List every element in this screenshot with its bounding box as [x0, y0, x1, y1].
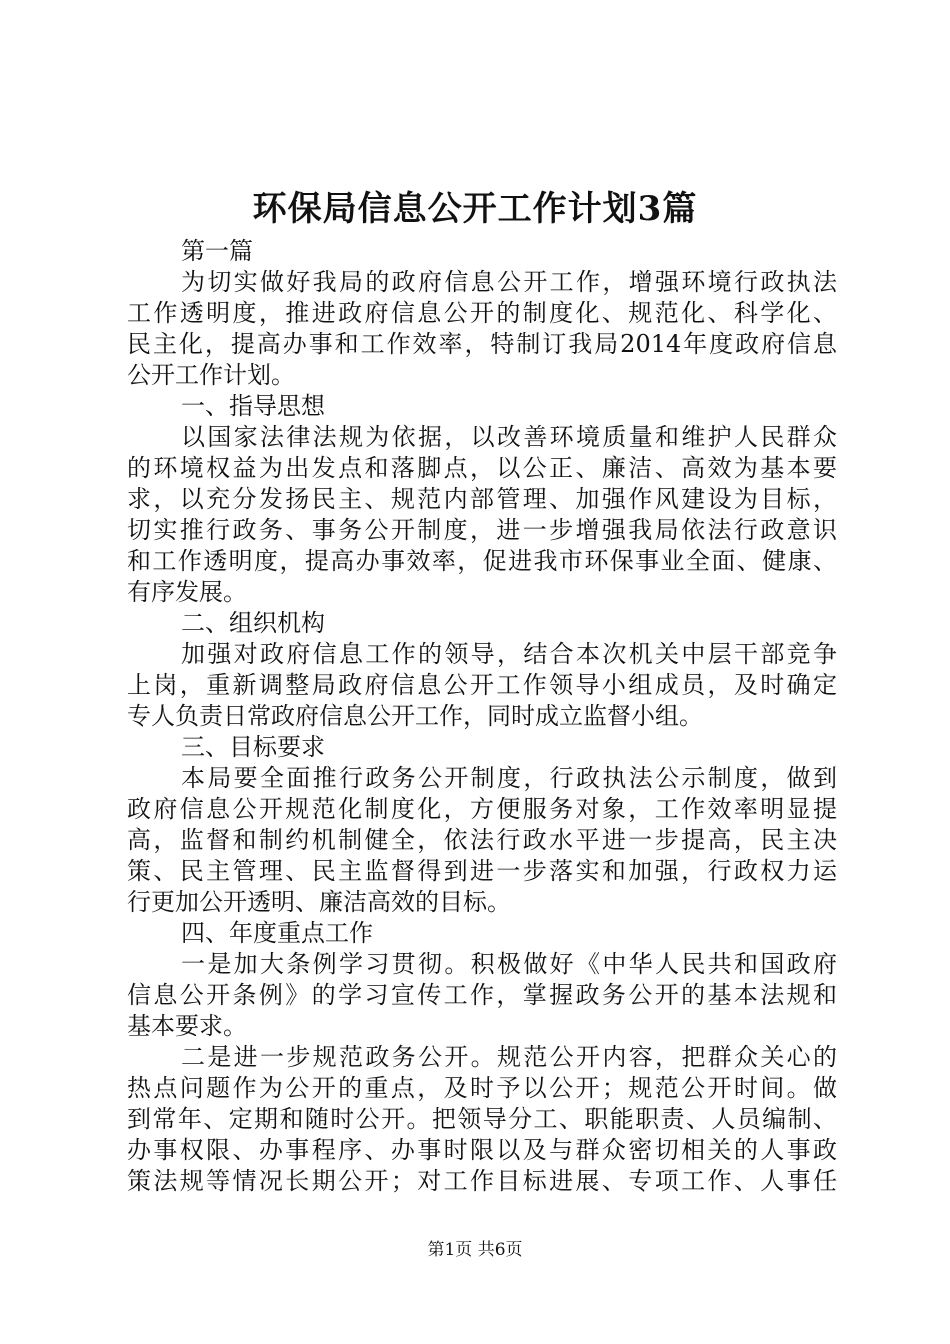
text-line: 切实推行政务、事务公开制度，进一步增强我局依法行政意识 [127, 516, 837, 544]
text-line: 四、年度重点工作 [181, 919, 373, 947]
text-line: 本局要全面推行政务公开制度，行政执法公示制度，做到 [181, 764, 837, 792]
text-line: 策法规等情况长期公开；对工作目标进展、专项工作、人事任 [127, 1167, 837, 1195]
text-line: 到常年、定期和随时公开。把领导分工、职能职责、人员编制、 [127, 1105, 837, 1133]
text-line: 热点问题作为公开的重点，及时予以公开；规范公开时间。做 [127, 1074, 837, 1102]
text-line: 上岗，重新调整局政府信息公开工作领导小组成员，及时确定 [127, 671, 837, 699]
text-line: 以国家法律法规为依据，以改善环境质量和维护人民群众 [181, 423, 837, 451]
text-line: 三、目标要求 [181, 733, 325, 761]
text-line: 信息公开条例》的学习宣传工作，掌握政务公开的基本法规和 [127, 981, 837, 1009]
text-line: 二、组织机构 [181, 609, 325, 637]
text-line: 有序发展。 [127, 578, 247, 606]
text-line: 第一篇 [181, 237, 253, 265]
text-line: 工作透明度，推进政府信息公开的制度化、规范化、科学化、 [127, 299, 837, 327]
text-line: 专人负责日常政府信息公开工作，同时成立监督小组。 [127, 702, 703, 730]
text-line: 一、指导思想 [181, 392, 325, 420]
text-line: 高，监督和制约机制健全，依法行政水平进一步提高，民主决 [127, 826, 837, 854]
text-line: 政府信息公开规范化制度化，方便服务对象，工作效率明显提 [127, 795, 837, 823]
text-line: 基本要求。 [127, 1012, 247, 1040]
text-line: 民主化，提高办事和工作效率，特制订我局2014年度政府信息 [127, 330, 837, 358]
text-line: 行更加公开透明、廉洁高效的目标。 [127, 888, 511, 916]
text-line: 的环境权益为出发点和落脚点，以公正、廉洁、高效为基本要 [127, 454, 837, 482]
text-line: 加强对政府信息工作的领导，结合本次机关中层干部竞争 [181, 640, 837, 668]
text-line: 策、民主管理、民主监督得到进一步落实和加强，行政权力运 [127, 857, 837, 885]
text-line: 公开工作计划。 [127, 361, 295, 389]
text-line: 办事权限、办事程序、办事时限以及与群众密切相关的人事政 [127, 1136, 837, 1164]
text-line: 为切实做好我局的政府信息公开工作，增强环境行政执法 [181, 268, 837, 296]
document-title: 环保局信息公开工作计划3篇 [252, 189, 698, 229]
document-body [127, 236, 837, 1197]
text-line: 二是进一步规范政务公开。规范公开内容，把群众关心的 [181, 1043, 837, 1071]
text-line: 一是加大条例学习贯彻。积极做好《中华人民共和国政府 [181, 950, 837, 978]
text-line: 求，以充分发扬民主、规范内部管理、加强作风建设为目标， [127, 485, 837, 513]
text-line: 和工作透明度，提高办事效率，促进我市环保事业全面、健康、 [127, 547, 837, 575]
page-footer: 第1页 共6页 [427, 1240, 523, 1260]
